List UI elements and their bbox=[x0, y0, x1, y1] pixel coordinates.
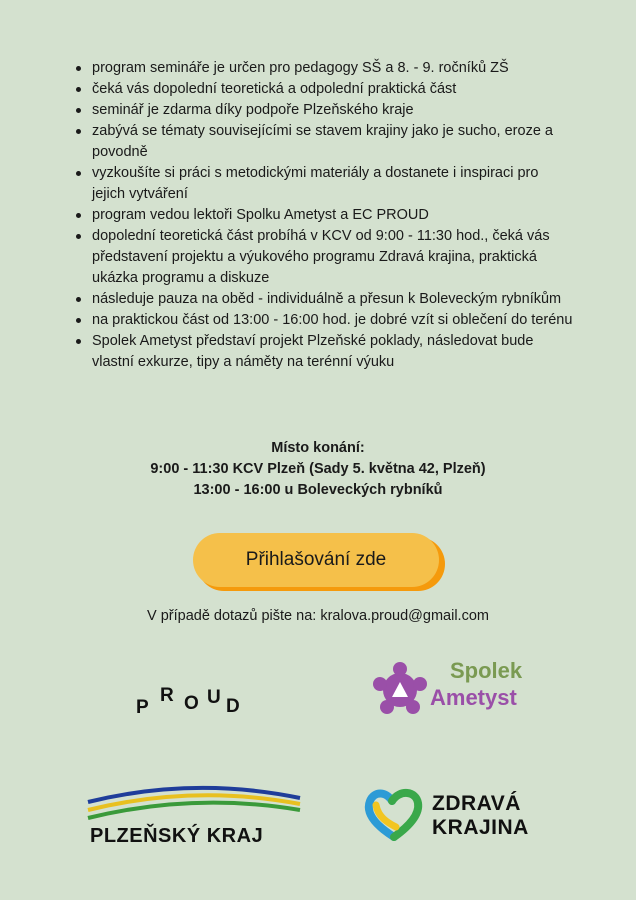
venue-line-afternoon: 13:00 - 16:00 u Boleveckých rybníků bbox=[193, 482, 443, 498]
zdrava-krajina-logo bbox=[362, 783, 562, 853]
proud-logo-letter: O bbox=[184, 693, 199, 714]
list-item: Spolek Ametyst představí projekt Plzeňské poklady, následovat bude vlastní exkurze, tipy a náměty na terénní výuku bbox=[74, 331, 574, 373]
proud-logo-letter: D bbox=[226, 696, 240, 717]
list-item: program semináře je určen pro pedagogy SŠ a 8. - 9. ročníků ZŠ bbox=[74, 58, 574, 79]
list-item: vyzkoušíte si práci s metodickými materiály a dostanete i inspiraci pro jejich vytváření bbox=[74, 163, 574, 205]
proud-logo-letter: P bbox=[136, 697, 149, 718]
proud-logo-letter: U bbox=[207, 687, 221, 708]
zdrava-logo-line2: KRAJINA bbox=[432, 816, 529, 839]
ametyst-logo-line1: Spolek bbox=[450, 658, 523, 683]
signup-button-wrap bbox=[193, 533, 445, 593]
ametyst-logo-line2: Ametyst bbox=[430, 685, 517, 710]
venue-heading: Místo konání: bbox=[271, 440, 365, 456]
plzen-logo-text: PLZEŇSKÝ KRAJ bbox=[90, 825, 264, 847]
zdrava-heart-icon bbox=[362, 783, 426, 847]
list-item: následuje pauza na oběd - individuálně a přesun k Boleveckým rybníkům bbox=[74, 289, 574, 310]
list-item: čeká vás dopolední teoretická a odpolední praktická část bbox=[74, 79, 574, 100]
signup-button[interactable]: Přihlašování zde bbox=[193, 533, 439, 587]
contact-text: V případě dotazů pište na: kralova.proud@gmail.com bbox=[147, 608, 489, 624]
list-item: dopolední teoretická část probíhá v KCV od 9:00 - 11:30 hod., čeká vás představení projektu a výukového programu Zdravá krajina, praktická ukázka programu a diskuze bbox=[74, 226, 574, 289]
venue-line-morning: 9:00 - 11:30 KCV Plzeň (Sady 5. května 42, Plzeň) bbox=[150, 461, 486, 477]
spolek-ametyst-logo bbox=[370, 658, 540, 718]
venue-block bbox=[0, 438, 636, 501]
zdrava-logo-text bbox=[432, 792, 529, 840]
list-item: seminář je zdarma díky podpoře Plzeňského kraje bbox=[74, 100, 574, 121]
proud-logo-letter: R bbox=[160, 685, 174, 706]
list-item: zabývá se tématy souvisejícími se stavem krajiny jako je sucho, eroze a povodně bbox=[74, 121, 574, 163]
list-item: program vedou lektoři Spolku Ametyst a EC PROUD bbox=[74, 205, 574, 226]
ametyst-star-icon bbox=[370, 660, 430, 720]
list-item: na praktickou část od 13:00 - 16:00 hod. je dobré vzít si oblečení do terénu bbox=[74, 310, 574, 331]
plzensky-kraj-logo bbox=[84, 778, 304, 853]
plzen-waves-icon bbox=[84, 778, 304, 823]
proud-logo bbox=[130, 683, 250, 723]
info-bullet-list bbox=[74, 58, 574, 373]
zdrava-logo-line1: ZDRAVÁ bbox=[432, 792, 521, 815]
